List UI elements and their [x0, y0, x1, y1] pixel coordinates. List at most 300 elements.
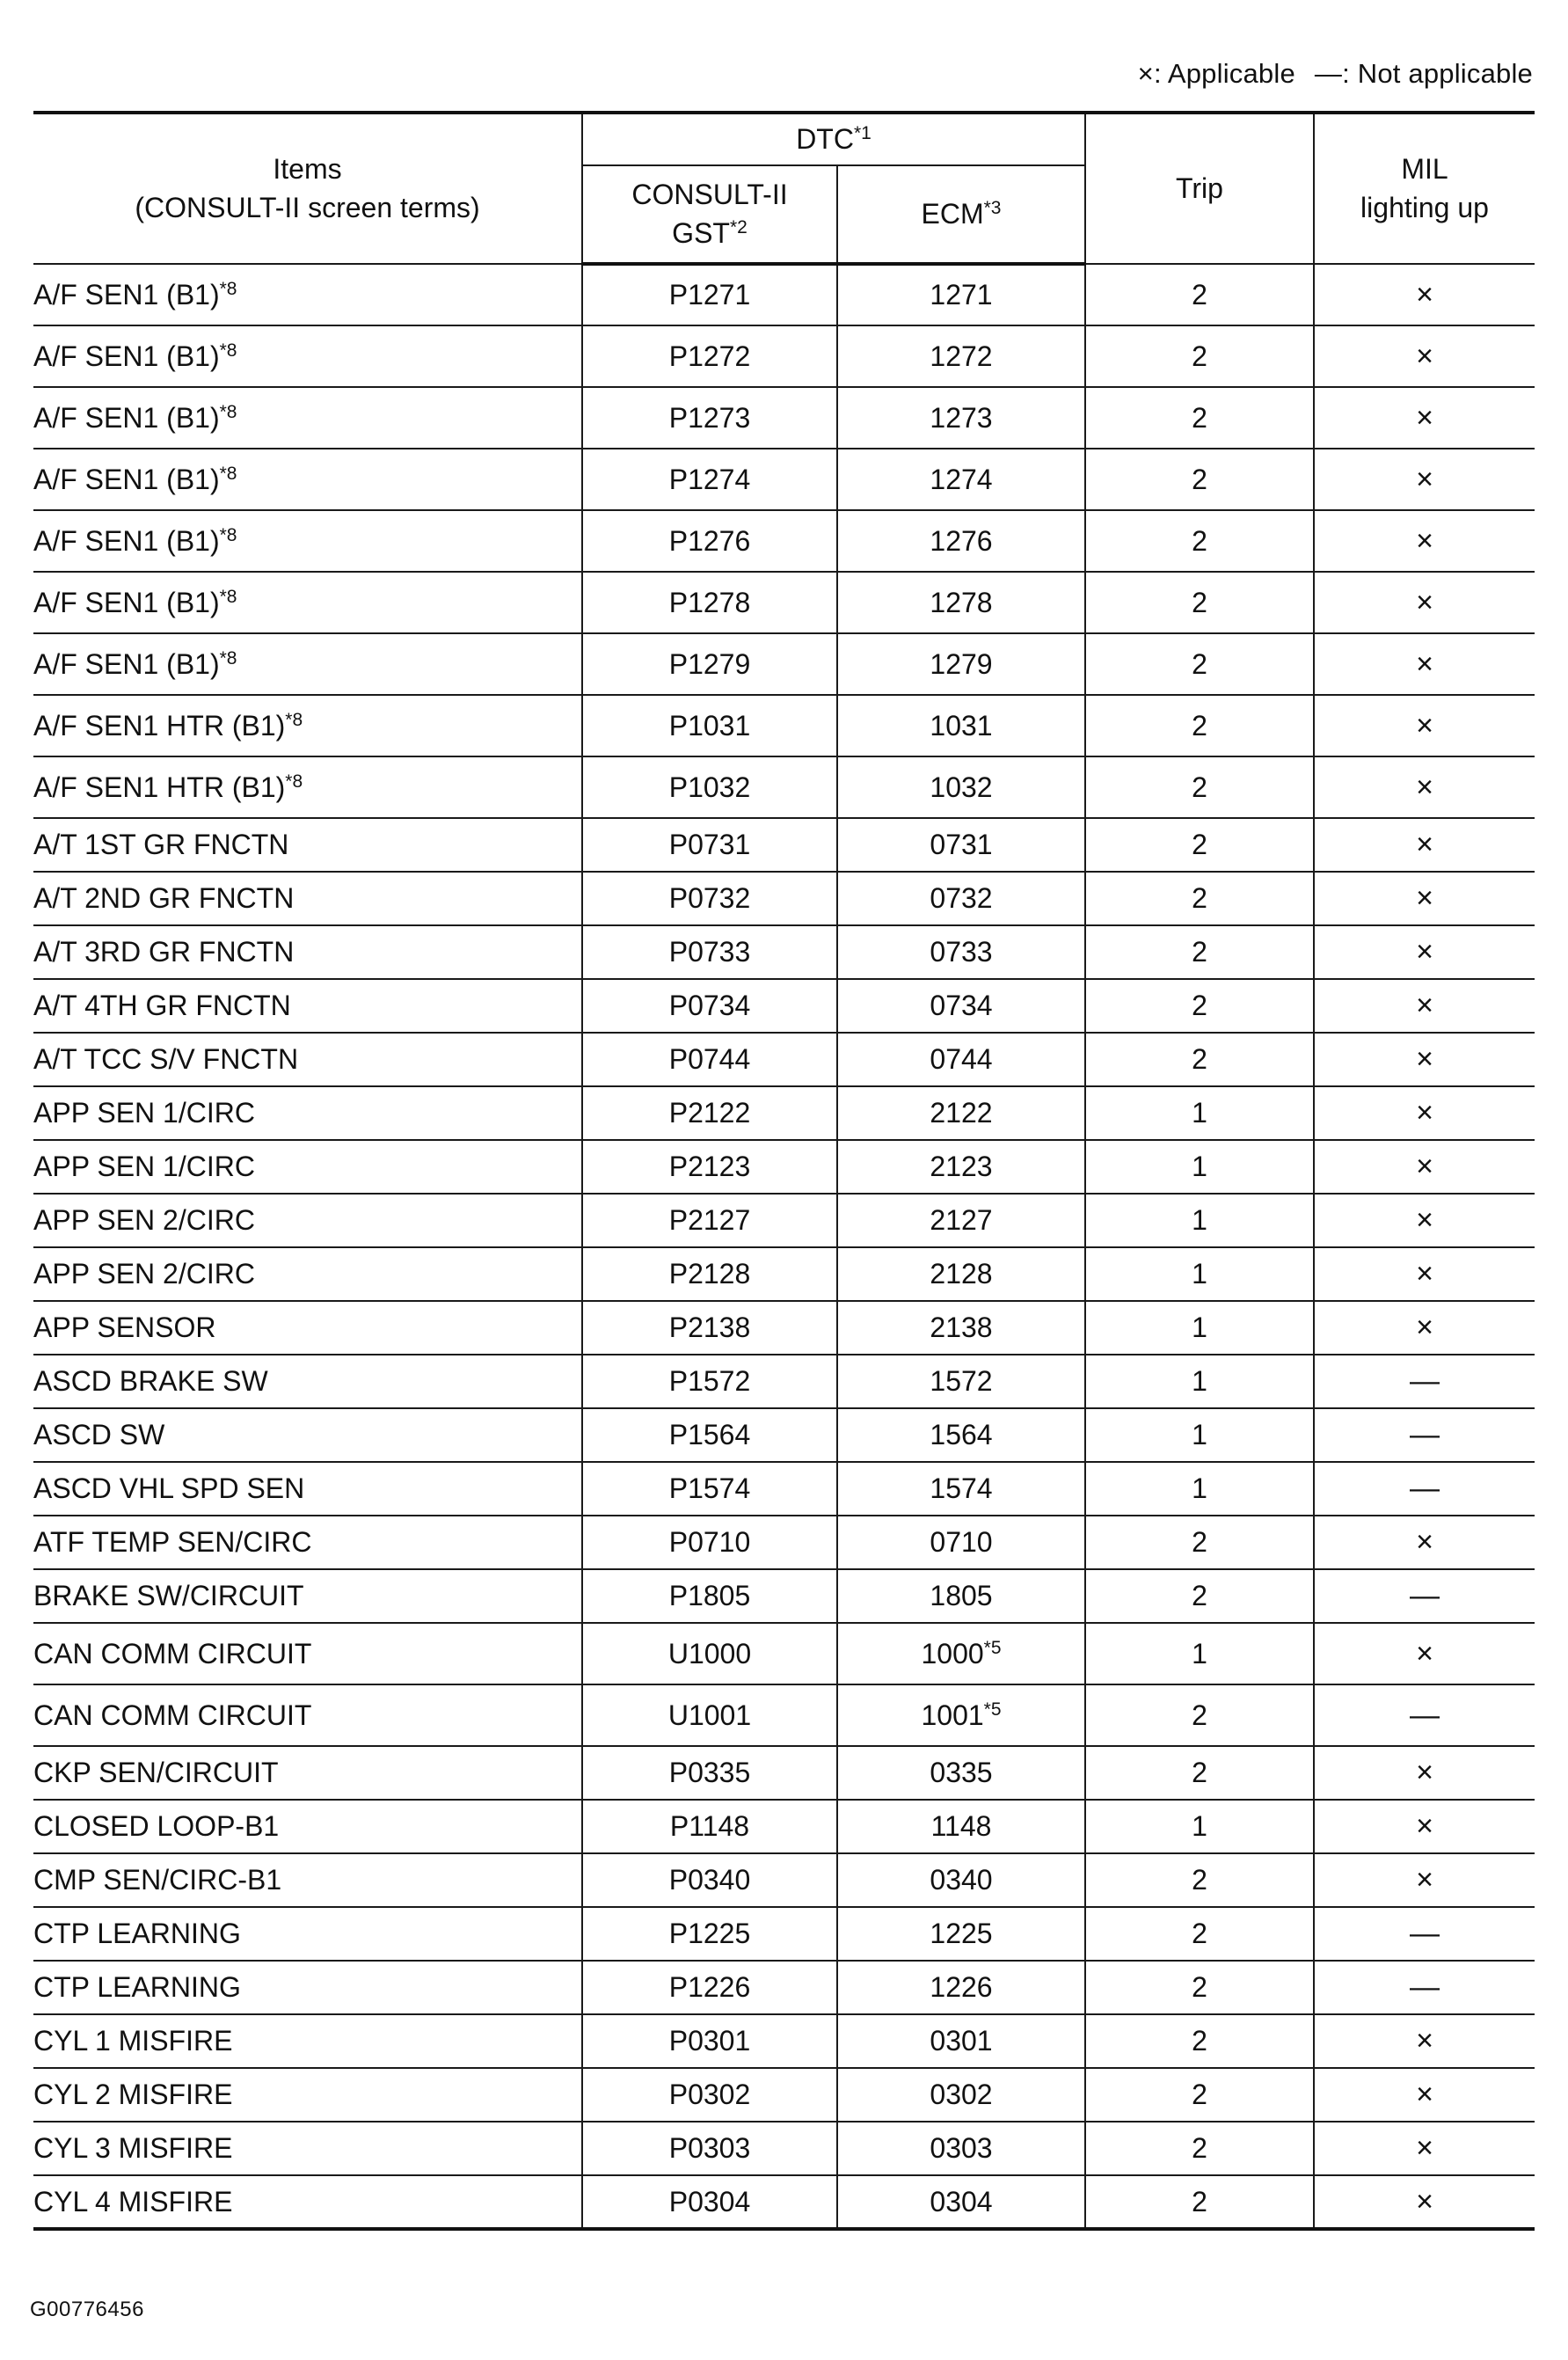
item-name: A/T TCC S/V FNCTN	[33, 1043, 299, 1075]
cell-consult-code: P1225	[582, 1907, 837, 1961]
table-row	[33, 1853, 1535, 1907]
cell-item	[33, 572, 582, 633]
mil-applicable-icon: ×	[1314, 1800, 1535, 1853]
cell-item	[33, 872, 582, 925]
cell-ecm-code	[837, 325, 1085, 387]
cell-ecm-code	[837, 264, 1085, 325]
table-row	[33, 264, 1535, 325]
cell-item	[33, 1462, 582, 1516]
mil-applicable-icon: ×	[1314, 449, 1535, 510]
cell-trip: 1	[1085, 1462, 1314, 1516]
cell-consult-code: P1273	[582, 387, 837, 449]
item-name: CYL 1 MISFIRE	[33, 2025, 233, 2057]
mil-applicable-icon: ×	[1314, 1194, 1535, 1247]
cell-ecm-code	[837, 449, 1085, 510]
item-name: CYL 2 MISFIRE	[33, 2079, 233, 2110]
cell-ecm-code	[837, 818, 1085, 872]
table-row	[33, 818, 1535, 872]
mil-not-applicable-icon: —	[1314, 1961, 1535, 2014]
cell-item	[33, 510, 582, 572]
item-name: ASCD BRAKE SW	[33, 1365, 268, 1397]
item-name: CTP LEARNING	[33, 1918, 241, 1949]
cell-item	[33, 387, 582, 449]
cell-consult-code: P0303	[582, 2122, 837, 2175]
table-row	[33, 2014, 1535, 2068]
mil-applicable-icon: ×	[1314, 1746, 1535, 1800]
cell-item	[33, 818, 582, 872]
cell-consult-code: P0302	[582, 2068, 837, 2122]
legend	[1138, 58, 1533, 90]
cell-trip: 2	[1085, 1569, 1314, 1623]
table-body	[33, 264, 1535, 2229]
cell-item	[33, 2068, 582, 2122]
table-row	[33, 1408, 1535, 1462]
cell-consult-code: P0301	[582, 2014, 837, 2068]
cell-ecm-code	[837, 1746, 1085, 1800]
cell-trip: 2	[1085, 872, 1314, 925]
item-name: A/F SEN1 (B1)	[33, 524, 220, 557]
cell-item	[33, 633, 582, 695]
item-name: ASCD SW	[33, 1419, 165, 1450]
ecm-footnote: *5	[983, 1699, 1002, 1720]
item-footnote: *8	[219, 586, 237, 607]
mil-applicable-icon: ×	[1314, 633, 1535, 695]
cell-ecm-code	[837, 756, 1085, 818]
cell-ecm-code	[837, 1301, 1085, 1355]
cell-consult-code: P0733	[582, 925, 837, 979]
header-ecm-label: ECM	[921, 197, 984, 230]
table-row	[33, 572, 1535, 633]
ecm-code: 1564	[930, 1419, 993, 1450]
cell-ecm-code	[837, 872, 1085, 925]
dtc-table	[33, 111, 1535, 2231]
header-mil-line2: lighting up	[1360, 191, 1489, 223]
cell-trip: 1	[1085, 1800, 1314, 1853]
cell-item	[33, 1355, 582, 1408]
cell-consult-code: P1572	[582, 1355, 837, 1408]
cell-item	[33, 1301, 582, 1355]
cell-item	[33, 756, 582, 818]
cell-item	[33, 325, 582, 387]
cell-trip: 1	[1085, 1194, 1314, 1247]
ecm-code: 0744	[930, 1043, 993, 1075]
cell-item	[33, 1194, 582, 1247]
mil-applicable-icon: ×	[1314, 510, 1535, 572]
cell-ecm-code	[837, 925, 1085, 979]
cell-consult-code: P1148	[582, 1800, 837, 1853]
cell-trip: 2	[1085, 979, 1314, 1033]
cell-consult-code: P0731	[582, 818, 837, 872]
item-name: CMP SEN/CIRC-B1	[33, 1864, 282, 1896]
ecm-code: 0731	[930, 829, 993, 860]
ecm-code: 2122	[930, 1097, 993, 1129]
table-row	[33, 979, 1535, 1033]
item-name: A/F SEN1 (B1)	[33, 647, 220, 680]
cell-item	[33, 264, 582, 325]
cell-ecm-code	[837, 1853, 1085, 1907]
item-name: APP SENSOR	[33, 1312, 216, 1343]
cell-ecm-code	[837, 1462, 1085, 1516]
item-name: CYL 4 MISFIRE	[33, 2185, 233, 2218]
cell-ecm-code	[837, 1086, 1085, 1140]
cell-ecm-code	[837, 1907, 1085, 1961]
cell-trip: 1	[1085, 1140, 1314, 1194]
cell-trip: 2	[1085, 264, 1314, 325]
cell-item	[33, 979, 582, 1033]
item-footnote: *8	[219, 278, 237, 299]
header-items	[33, 113, 582, 264]
cell-consult-code: P1279	[582, 633, 837, 695]
ecm-code: 0734	[930, 990, 993, 1021]
cell-consult-code: P0335	[582, 1746, 837, 1800]
ecm-code: 0302	[930, 2079, 993, 2110]
cell-item	[33, 925, 582, 979]
table-header	[33, 113, 1535, 264]
table-row	[33, 325, 1535, 387]
mil-applicable-icon: ×	[1314, 1033, 1535, 1086]
header-mil	[1314, 113, 1535, 264]
ecm-code: 1031	[930, 709, 993, 742]
table-row	[33, 1086, 1535, 1140]
item-name: A/F SEN1 (B1)	[33, 401, 220, 434]
item-name: ATF TEMP SEN/CIRC	[33, 1526, 312, 1558]
cell-consult-code: P0340	[582, 1853, 837, 1907]
ecm-code: 1271	[930, 279, 993, 311]
ecm-code: 1805	[930, 1580, 993, 1611]
mil-applicable-icon: ×	[1314, 872, 1535, 925]
cell-consult-code: P1574	[582, 1462, 837, 1516]
cell-ecm-code	[837, 695, 1085, 756]
item-name: CKP SEN/CIRCUIT	[33, 1757, 279, 1788]
item-name: CTP LEARNING	[33, 1971, 241, 2003]
header-dtc-footnote: *1	[853, 122, 872, 143]
header-dtc-label: DTC	[796, 122, 854, 155]
cell-item	[33, 1853, 582, 1907]
cell-consult-code: P1271	[582, 264, 837, 325]
cell-consult-code: P1564	[582, 1408, 837, 1462]
mil-applicable-icon: ×	[1314, 2014, 1535, 2068]
cell-item	[33, 1033, 582, 1086]
header-ecm-footnote: *3	[983, 197, 1002, 218]
cell-consult-code: P1226	[582, 1961, 837, 2014]
cell-trip: 2	[1085, 325, 1314, 387]
ecm-code: 1278	[930, 586, 993, 618]
mil-not-applicable-icon: —	[1314, 1462, 1535, 1516]
cell-ecm-code	[837, 979, 1085, 1033]
cell-ecm-code	[837, 1247, 1085, 1301]
cell-ecm-code	[837, 1569, 1085, 1623]
cell-ecm-code	[837, 1516, 1085, 1569]
mil-applicable-icon: ×	[1314, 2068, 1535, 2122]
table-row	[33, 1301, 1535, 1355]
mil-applicable-icon: ×	[1314, 264, 1535, 325]
cell-trip: 2	[1085, 510, 1314, 572]
item-name: APP SEN 1/CIRC	[33, 1151, 255, 1182]
table-row	[33, 387, 1535, 449]
cell-ecm-code	[837, 1684, 1085, 1746]
item-name: CYL 3 MISFIRE	[33, 2132, 233, 2164]
cell-ecm-code	[837, 1033, 1085, 1086]
header-consult	[582, 165, 837, 264]
cell-consult-code: P2138	[582, 1301, 837, 1355]
cell-ecm-code	[837, 1408, 1085, 1462]
cell-consult-code: P1031	[582, 695, 837, 756]
cell-item	[33, 2175, 582, 2229]
cell-item	[33, 1140, 582, 1194]
cell-item	[33, 695, 582, 756]
mil-applicable-icon: ×	[1314, 979, 1535, 1033]
cell-ecm-code	[837, 1800, 1085, 1853]
table-row	[33, 695, 1535, 756]
mil-applicable-icon: ×	[1314, 818, 1535, 872]
ecm-code: 1276	[930, 524, 993, 557]
mil-applicable-icon: ×	[1314, 2175, 1535, 2229]
table-row	[33, 1746, 1535, 1800]
cell-consult-code: P0732	[582, 872, 837, 925]
table-row	[33, 872, 1535, 925]
cell-trip: 1	[1085, 1408, 1314, 1462]
cell-trip: 2	[1085, 2122, 1314, 2175]
table-row	[33, 1462, 1535, 1516]
table-row	[33, 1033, 1535, 1086]
cell-trip: 2	[1085, 1746, 1314, 1800]
mil-not-applicable-icon: —	[1314, 1907, 1535, 1961]
item-name: A/T 4TH GR FNCTN	[33, 990, 291, 1021]
item-footnote: *8	[219, 647, 237, 669]
cell-trip: 1	[1085, 1247, 1314, 1301]
legend-not-applicable: —: Not applicable	[1314, 58, 1533, 89]
item-footnote: *8	[285, 709, 303, 730]
cell-trip: 2	[1085, 449, 1314, 510]
mil-applicable-icon: ×	[1314, 756, 1535, 818]
table-row	[33, 2122, 1535, 2175]
mil-applicable-icon: ×	[1314, 1623, 1535, 1684]
item-name: CLOSED LOOP-B1	[33, 1810, 280, 1842]
cell-consult-code: P1032	[582, 756, 837, 818]
cell-consult-code: U1001	[582, 1684, 837, 1746]
table-row	[33, 1247, 1535, 1301]
item-footnote: *8	[285, 771, 303, 792]
legend-applicable: ×: Applicable	[1137, 58, 1295, 89]
header-consult-line2: GST	[672, 216, 730, 249]
mil-not-applicable-icon: —	[1314, 1569, 1535, 1623]
item-name: CAN COMM CIRCUIT	[33, 1699, 312, 1731]
cell-item	[33, 1247, 582, 1301]
ecm-code: 0733	[930, 936, 993, 968]
mil-applicable-icon: ×	[1314, 1247, 1535, 1301]
ecm-code: 1000	[921, 1637, 984, 1670]
cell-consult-code: P1274	[582, 449, 837, 510]
cell-consult-code: P2127	[582, 1194, 837, 1247]
cell-trip: 2	[1085, 695, 1314, 756]
mil-applicable-icon: ×	[1314, 387, 1535, 449]
cell-trip: 1	[1085, 1301, 1314, 1355]
table-row	[33, 1569, 1535, 1623]
table-row	[33, 1194, 1535, 1247]
cell-item	[33, 1800, 582, 1853]
cell-trip: 1	[1085, 1623, 1314, 1684]
ecm-code: 1273	[930, 401, 993, 434]
header-items-line1: Items	[273, 153, 342, 186]
ecm-code: 0710	[930, 1526, 993, 1558]
cell-ecm-code	[837, 510, 1085, 572]
cell-trip: 2	[1085, 387, 1314, 449]
cell-item	[33, 1516, 582, 1569]
cell-trip: 1	[1085, 1355, 1314, 1408]
mil-not-applicable-icon: —	[1314, 1684, 1535, 1746]
cell-consult-code: P0304	[582, 2175, 837, 2229]
cell-item	[33, 449, 582, 510]
cell-ecm-code	[837, 1355, 1085, 1408]
cell-trip: 2	[1085, 1033, 1314, 1086]
cell-trip: 2	[1085, 1684, 1314, 1746]
cell-ecm-code	[837, 2014, 1085, 2068]
header-consult-line1: CONSULT-II	[631, 179, 788, 211]
item-footnote: *8	[219, 463, 237, 484]
ecm-code: 2123	[930, 1151, 993, 1182]
header-ecm	[837, 165, 1085, 264]
cell-ecm-code	[837, 1961, 1085, 2014]
cell-ecm-code	[837, 1140, 1085, 1194]
ecm-code: 1272	[930, 340, 993, 372]
ecm-code: 0340	[930, 1864, 993, 1896]
cell-trip: 2	[1085, 1853, 1314, 1907]
cell-ecm-code	[837, 387, 1085, 449]
cell-consult-code: P0744	[582, 1033, 837, 1086]
ecm-code: 1148	[930, 1810, 992, 1842]
mil-applicable-icon: ×	[1314, 1086, 1535, 1140]
item-name: A/T 1ST GR FNCTN	[33, 829, 289, 860]
cell-consult-code: P0710	[582, 1516, 837, 1569]
mil-not-applicable-icon: —	[1314, 1355, 1535, 1408]
cell-trip: 2	[1085, 572, 1314, 633]
cell-trip: 2	[1085, 925, 1314, 979]
cell-item	[33, 2122, 582, 2175]
mil-applicable-icon: ×	[1314, 695, 1535, 756]
ecm-code: 2128	[930, 1258, 993, 1290]
item-name: APP SEN 2/CIRC	[33, 1258, 255, 1290]
table-row	[33, 1684, 1535, 1746]
table-row	[33, 449, 1535, 510]
cell-trip: 1	[1085, 1086, 1314, 1140]
cell-consult-code: P2123	[582, 1140, 837, 1194]
item-name: A/F SEN1 HTR (B1)	[33, 709, 286, 742]
cell-item	[33, 1408, 582, 1462]
item-name: A/F SEN1 HTR (B1)	[33, 771, 286, 803]
cell-trip: 2	[1085, 756, 1314, 818]
table-row	[33, 925, 1535, 979]
cell-item	[33, 2014, 582, 2068]
cell-ecm-code	[837, 572, 1085, 633]
ecm-code: 1032	[930, 771, 993, 803]
item-name: APP SEN 1/CIRC	[33, 1097, 255, 1129]
figure-id: G00776456	[30, 2298, 144, 2321]
mil-applicable-icon: ×	[1314, 325, 1535, 387]
item-name: A/F SEN1 (B1)	[33, 340, 220, 372]
ecm-code: 1001	[921, 1699, 984, 1731]
ecm-code: 2138	[930, 1312, 993, 1343]
ecm-code: 0335	[930, 1757, 993, 1788]
cell-trip: 2	[1085, 633, 1314, 695]
cell-consult-code: P2122	[582, 1086, 837, 1140]
table-row	[33, 756, 1535, 818]
header-items-line2: (CONSULT-II screen terms)	[135, 191, 480, 223]
table-row	[33, 1623, 1535, 1684]
mil-not-applicable-icon: —	[1314, 1408, 1535, 1462]
cell-consult-code: P1276	[582, 510, 837, 572]
ecm-code: 2127	[930, 1204, 993, 1236]
ecm-code: 0304	[930, 2185, 993, 2218]
ecm-code: 0732	[930, 882, 993, 914]
cell-ecm-code	[837, 2175, 1085, 2229]
cell-item	[33, 1907, 582, 1961]
cell-consult-code: P0734	[582, 979, 837, 1033]
ecm-code: 0301	[930, 2025, 993, 2057]
ecm-code: 1572	[930, 1365, 993, 1397]
item-name: A/F SEN1 (B1)	[33, 586, 220, 618]
table-row	[33, 2068, 1535, 2122]
mil-applicable-icon: ×	[1314, 1853, 1535, 1907]
cell-trip: 2	[1085, 1961, 1314, 2014]
table-row	[33, 2175, 1535, 2229]
cell-ecm-code	[837, 1194, 1085, 1247]
ecm-code: 1574	[930, 1472, 993, 1504]
cell-consult-code: P1272	[582, 325, 837, 387]
item-footnote: *8	[219, 340, 237, 361]
item-name: CAN COMM CIRCUIT	[33, 1637, 312, 1670]
cell-consult-code: P1278	[582, 572, 837, 633]
table-row	[33, 1516, 1535, 1569]
ecm-code: 1274	[930, 463, 993, 495]
item-name: A/T 3RD GR FNCTN	[33, 936, 295, 968]
item-footnote: *8	[219, 401, 237, 422]
cell-trip: 2	[1085, 1907, 1314, 1961]
cell-trip: 2	[1085, 2068, 1314, 2122]
table-row	[33, 1355, 1535, 1408]
item-name: A/F SEN1 (B1)	[33, 463, 220, 495]
item-name: ASCD VHL SPD SEN	[33, 1472, 305, 1504]
item-footnote: *8	[219, 524, 237, 545]
table-row	[33, 1961, 1535, 2014]
cell-trip: 2	[1085, 818, 1314, 872]
ecm-code: 1279	[930, 647, 993, 680]
header-dtc	[582, 113, 1085, 165]
cell-ecm-code	[837, 633, 1085, 695]
cell-consult-code: U1000	[582, 1623, 837, 1684]
cell-item	[33, 1684, 582, 1746]
cell-trip: 2	[1085, 2175, 1314, 2229]
ecm-footnote: *5	[983, 1637, 1002, 1658]
item-name: A/T 2ND GR FNCTN	[33, 882, 295, 914]
table-row	[33, 1800, 1535, 1853]
cell-ecm-code	[837, 2122, 1085, 2175]
mil-applicable-icon: ×	[1314, 572, 1535, 633]
cell-item	[33, 1961, 582, 2014]
mil-applicable-icon: ×	[1314, 1301, 1535, 1355]
cell-item	[33, 1086, 582, 1140]
header-mil-line1: MIL	[1401, 153, 1448, 186]
item-name: A/F SEN1 (B1)	[33, 278, 220, 311]
cell-trip: 2	[1085, 2014, 1314, 2068]
cell-trip: 2	[1085, 1516, 1314, 1569]
ecm-code: 0303	[930, 2132, 993, 2164]
table-row	[33, 510, 1535, 572]
mil-applicable-icon: ×	[1314, 1140, 1535, 1194]
cell-item	[33, 1569, 582, 1623]
cell-item	[33, 1623, 582, 1684]
mil-applicable-icon: ×	[1314, 1516, 1535, 1569]
table-row	[33, 1907, 1535, 1961]
